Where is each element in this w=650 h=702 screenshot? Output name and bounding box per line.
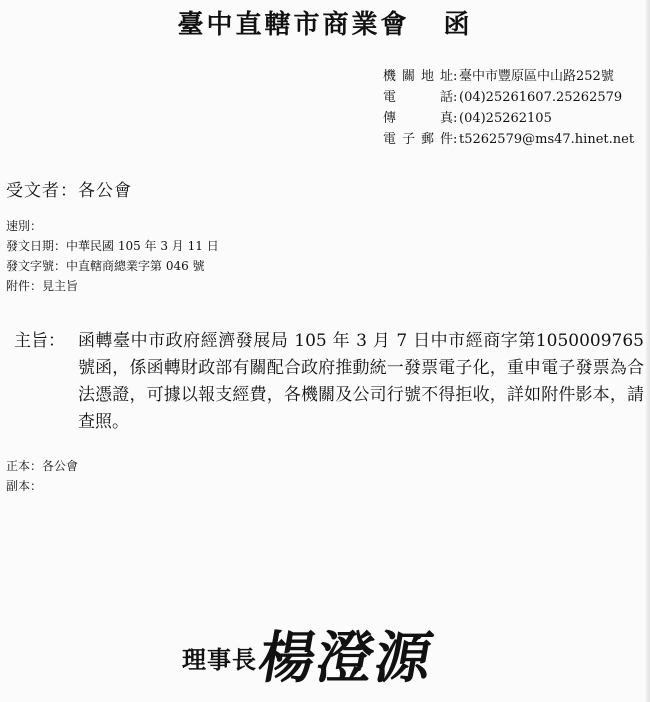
cc-recipients: 副本： — [6, 479, 43, 493]
fax-row: 傳真 : (04)25262105 — [383, 108, 634, 129]
subject-label: 主旨： — [14, 331, 65, 351]
contact-block — [383, 66, 634, 150]
main-recipients: 正本：各公會 — [6, 459, 79, 473]
email-value: t5262579@ms47.hinet.net — [459, 132, 635, 147]
attachment-field: 附件：見主旨 — [6, 279, 79, 293]
subject-body: 函轉臺中市政府經濟發展局 105 年 3 月 7 日中市經商字第1050009765號函，係函轉財政部有關配合政府推動統一發票電子化，重申電子發票為合法憑證，可據以報支經費，各機關及公司行號不得拒收，詳如附件影本，請 查照。 — [78, 331, 644, 432]
speed-field: 速別： — [6, 219, 43, 233]
recipient: 受文者：各公會 — [6, 181, 132, 201]
phone-label: 電話 — [383, 90, 453, 105]
signatory-name: 楊澄源 — [253, 625, 440, 691]
signatory-title: 理事長 — [182, 645, 257, 674]
document-type: 函 — [443, 10, 473, 40]
address-label: 機關地址 — [383, 69, 453, 84]
fax-value: (04)25262105 — [459, 111, 552, 126]
dispatch-meta — [6, 216, 219, 296]
letter-title — [0, 4, 650, 41]
issuing-organization: 臺中直轄市商業會 — [177, 10, 410, 40]
address-row: 機關地址 : 臺中市豐原區中山路252號 — [383, 66, 634, 87]
dispatch-number: 發文字號：中直轄商總業字第 046 號 — [6, 259, 205, 273]
phone-row: 電話 : (04)25261607.25262579 — [383, 87, 634, 108]
phone-value: (04)25261607.25262579 — [459, 90, 623, 105]
copies-section — [6, 456, 78, 496]
signature-block — [182, 622, 482, 692]
email-row: 電子郵件 : t5262579@ms47.hinet.net — [383, 129, 634, 150]
address-value: 臺中市豐原區中山路252號 — [459, 69, 614, 84]
dispatch-date: 發文日期：中華民國 105 年 3 月 11 日 — [6, 239, 219, 253]
scan-edge-shadow — [644, 0, 650, 702]
email-label: 電子郵件 — [383, 132, 453, 147]
fax-label: 傳真 — [383, 111, 453, 126]
